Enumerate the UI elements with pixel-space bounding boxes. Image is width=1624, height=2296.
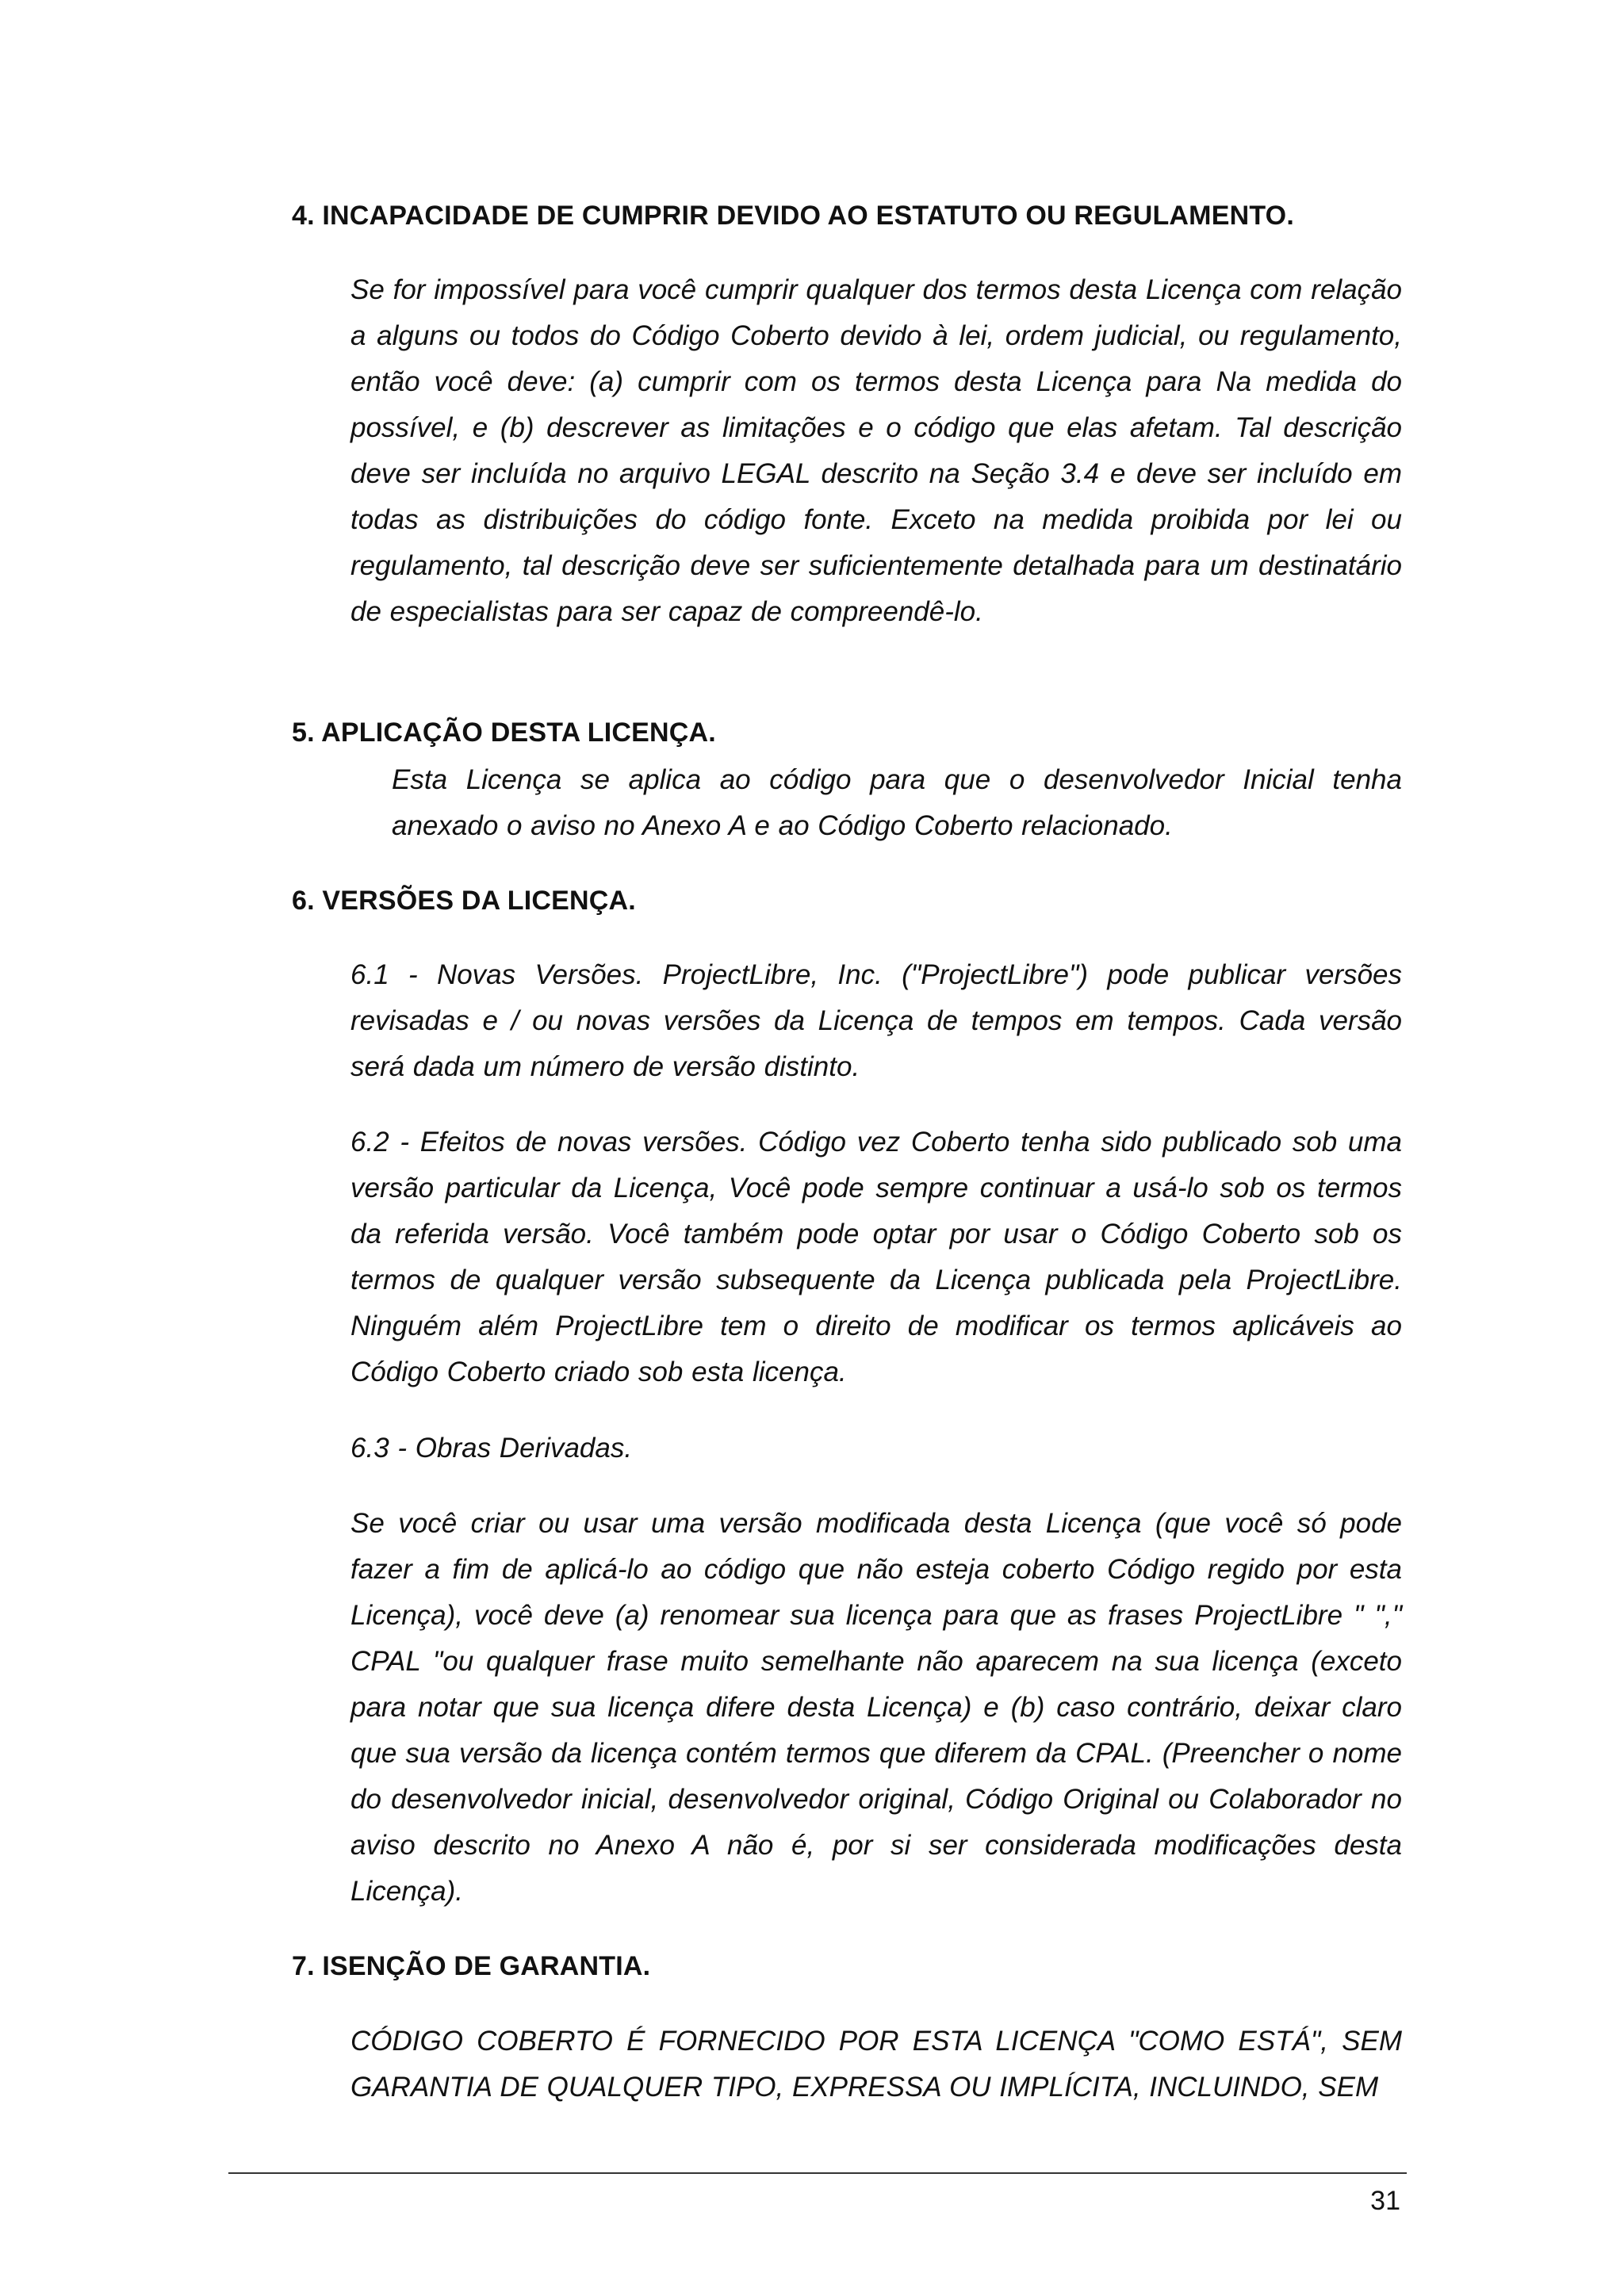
footer-divider (228, 2172, 1407, 2174)
section-6-heading: 6. VERSÕES DA LICENÇA. (292, 886, 636, 916)
section-4-paragraph: Se for impossível para você cumprir qualquer dos termos desta Licença com relação a alguns ou todos do Código Coberto devido à lei, ordem judicial, ou regulamento, então você deve: (a) cumprir com os termos desta Licença para Na medida do possível, e (b) descrever as limitações e o código que elas afetam. Tal descrição deve ser incluída no arquivo LEGAL descrito na Seção 3.4 e deve ser incluído em todas as distribuições do código fonte. Exceto na medida proibida por lei ou regulamento, tal descrição deve ser suficientemente detalhada para um destinatário de especialistas para ser capaz de compreendê-lo. (350, 274, 1402, 627)
section-7-heading: 7. ISENÇÃO DE GARANTIA. (292, 1951, 651, 1981)
section-5-paragraph: Esta Licença se aplica ao código para que o desenvolvedor Inicial tenha anexado o aviso no Anexo A e ao Código Coberto relacionado. (392, 764, 1402, 841)
section-7-paragraph: CÓDIGO COBERTO É FORNECIDO POR ESTA LICENÇA "COMO ESTÁ", SEM GARANTIA DE QUALQUER TIPO, EXPRESSA OU IMPLÍCITA, INCLUINDO, SEM (350, 2026, 1402, 2103)
section-4-heading: 4. INCAPACIDADE DE CUMPRIR DEVIDO AO ESTATUTO OU REGULAMENTO. (292, 201, 1294, 231)
section-6-3-title: 6.3 - Obras Derivadas. (350, 1433, 633, 1464)
section-6-3-paragraph: Se você criar ou usar uma versão modificada desta Licença (que você só pode fazer a fim de aplicá-lo ao código que não esteja coberto Código regido por esta Licença), você deve (a) renomear sua licença para que as frases ProjectLibre " "," CPAL "ou qualquer frase muito semelhante não aparecem na sua licença (exceto para notar que sua licença difere desta Licença) e (b) caso contrário, deixar claro que sua versão da licença contém termos que diferem da CPAL. (Preencher o nome do desenvolvedor inicial, desenvolvedor original, Código Original ou Colaborador no aviso descrito no Anexo A não é, por si ser considerada modificações desta Licença). (350, 1508, 1402, 1907)
section-5-heading: 5. APLICAÇÃO DESTA LICENÇA. (292, 718, 716, 748)
section-6-2-paragraph: 6.2 - Efeitos de novas versões. Código vez Coberto tenha sido publicado sob uma versão particular da Licença, Você pode sempre continuar a usá-lo sob os termos da referida versão. Você também pode optar por usar o Código Coberto sob os termos de qualquer versão subsequente da Licença publicada pela ProjectLibre. Ninguém além ProjectLibre tem o direito de modificar os termos aplicáveis ao Código Coberto criado sob esta licença. (350, 1127, 1402, 1387)
section-6-1-paragraph: 6.1 - Novas Versões. ProjectLibre, Inc. ("ProjectLibre") pode publicar versões revisadas e / ou novas versões da Licença de tempos em tempos. Cada versão será dada um número de versão distinto. (350, 959, 1402, 1082)
page-number: 31 (1370, 2186, 1400, 2216)
